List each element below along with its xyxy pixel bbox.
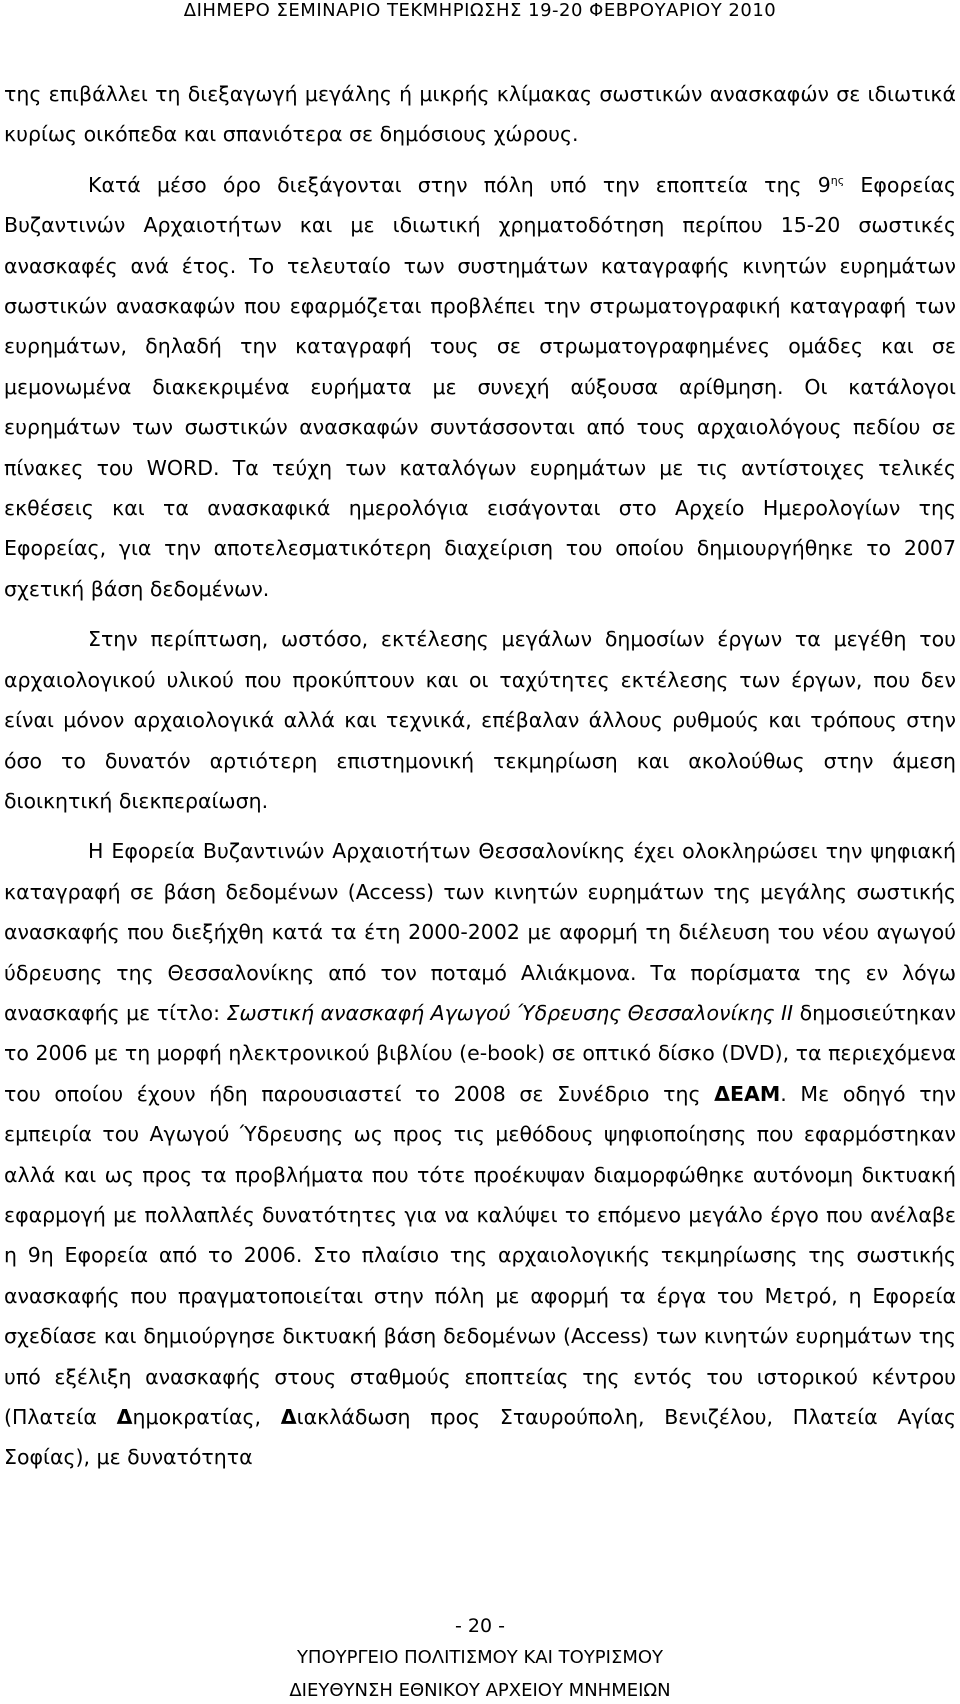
ordinal-superscript: ης	[830, 173, 845, 187]
paragraph-4-text-a: Η Εφορεία Βυζαντινών Αρχαιοτήτων Θεσσαλονίκης έχει ολοκληρώσει την ψηφιακή καταγραφή σε βάση δεδομένων (Access) των κινητών ευρημάτων της μεγάλης σωστικής ανασκαφής που διεξήχθη κατά τα έτη 2000-2002 με αφορμή τη διέλευση του νέου αγωγού ύδρευσης της Θεσσαλονίκης από τον ποταμό Αλιάκμονα. Τα πορίσματα της εν λόγω ανασκαφής με τίτλο:	[4, 839, 956, 1025]
footer-directorate-text: ΔΙΕΥΘΥΝΣΗ ΕΘΝΙΚΟΥ ΑΡΧΕΙΟΥ ΜΝΗΜΕΙΩΝ	[289, 1680, 671, 1701]
paragraph-digital-database	[4, 831, 956, 1478]
paragraph-public-works	[4, 619, 956, 821]
paragraph-4-text-e: ιακλάδωση προς Σταυρούπολη, Βενιζέλου, Πλατεία Αγίας Σοφίας), με δυνατότητα	[4, 1405, 957, 1470]
footer-directorate	[0, 1680, 960, 1702]
paragraph-1-text: της επιβάλλει τη διεξαγωγή μεγάλης ή μικρής κλίμακας σωστικών ανασκαφών σε ιδιωτικά κυρίως οικόπεδα και σπανιότερα σε δημόσιους χώρους.	[4, 82, 956, 147]
paragraph-2-text-b: Εφορείας Βυζαντινών Αρχαιοτήτων και με ιδιωτική χρηματοδότηση περίπου 15-20 σωστικές ανασκαφές ανά έτος. Το τελευταίο των συστημάτων καταγραφής κινητών ευρημάτων σωστικών ανασκαφών που εφαρμόζεται προβλέπει την στρωματογραφική καταγραφή των ευρημάτων, δηλαδή την καταγραφή τους σε στρωματογραφημένες ομάδες και σε μεμονωμένα διακεκριμένα ευρήματα με συνεχή αύξουσα αρίθμηση. Οι κατάλογοι ευρημάτων των σωστικών ανασκαφών συντάσσονται από τους αρχαιολόγους πεδίου σε πίνακες του WORD. Τα τεύχη των καταλόγων ευρημάτων με τις αντίστοιχες τελικές εκθέσεις και τα ανασκαφικά ημερολόγια εισάγονται στο Αρχείο Ημερολογίων της Εφορείας, για την αποτελεσματικότερη διαχείριση του οποίου δημιουργήθηκε το 2007 σχετική βάση δεδομένων.	[4, 172, 956, 601]
bold-initial-d2: Δ	[280, 1405, 297, 1429]
paragraph-4-text-c: . Με οδηγό την εμπειρία του Αγωγού Ύδρευσης ως προς τις μεθόδους ψηφιοποίησης που εφαρμόστηκαν αλλά και ως προς τα προβλήματα που τότε προέκυψαν διαμορφώθηκε αυτόνομη δικτυακή εφαρμογή με πολλαπλές δυνατότητες για να καλύψει το επόμενο μεγάλο έργο που ανέλαβε η 9η Εφορεία από το 2006. Στο πλαίσιο της αρχαιολογικής τεκμηρίωσης της σωστικής ανασκαφής που πραγματοποιείται στην πόλη με αφορμή τα έργα του Μετρό, η Εφορεία σχεδίασε και δημιούργησε δικτυακή βάση δεδομένων (Access) των κινητών ευρημάτων της υπό εξέλιξη ανασκαφής στους σταθμούς εποπτείας της εντός του ιστορικού κέντρου (Πλατεία	[4, 1081, 956, 1429]
paragraph-continuation	[4, 74, 956, 155]
page-number-text: - 20 -	[455, 1615, 505, 1637]
footer-ministry-text: ΥΠΟΥΡΓΕΙΟ ΠΟΛΙΤΙΣΜΟΥ ΚΑΙ ΤΟΥΡΙΣΜΟΥ	[296, 1647, 664, 1668]
page-number	[0, 1615, 960, 1637]
paragraph-4-text-d: ημοκρατίας,	[132, 1405, 281, 1429]
publication-title: Σωστική ανασκαφή Αγωγού Ύδρευσης Θεσσαλονίκης ΙΙ	[226, 1000, 794, 1025]
header-title: ΔΙΗΜΕΡΟ ΣΕΜΙΝΑΡΙΟ ΤΕΚΜΗΡΙΩΣΗΣ 19-20 ΦΕΒΡΟΥΑΡΙΟΥ 2010	[183, 0, 777, 21]
paragraph-2-text-a: Κατά μέσο όρο διεξάγονται στην πόλη υπό την εποπτεία της 9	[88, 172, 831, 197]
paragraph-4-text-b: δημοσιεύτηκαν το 2006 με τη μορφή ηλεκτρονικού βιβλίου (e-book) σε οπτικό δίσκο (DVD), τα περιεχόμενα του οποίου έχουν ήδη παρουσιαστεί το 2008 σε Συνέδριο της	[4, 1000, 956, 1106]
deam-acronym: ΔΕΑΜ	[714, 1081, 781, 1106]
footer-ministry	[0, 1647, 960, 1669]
document-body	[4, 74, 956, 1488]
bold-initial-d1: Δ	[116, 1405, 133, 1429]
paragraph-3-text: Στην περίπτωση, ωστόσο, εκτέλεσης μεγάλων δημοσίων έργων τα μεγέθη του αρχαιολογικού υλικού που προκύπτουν και οι ταχύτητες εκτέλεσης των έργων, που δεν είναι μόνον αρχαιολογικά αλλά και τεχνικά, επέβαλαν άλλους ρυθμούς και τρόπους στην όσο το δυνατόν αρτιότερη επιστημονική τεκμηρίωση και ακολούθως στην άμεση διοικητική διεκπεραίωση.	[4, 627, 956, 813]
paragraph-rescue-excavations	[4, 165, 956, 609]
running-header	[0, 0, 960, 22]
